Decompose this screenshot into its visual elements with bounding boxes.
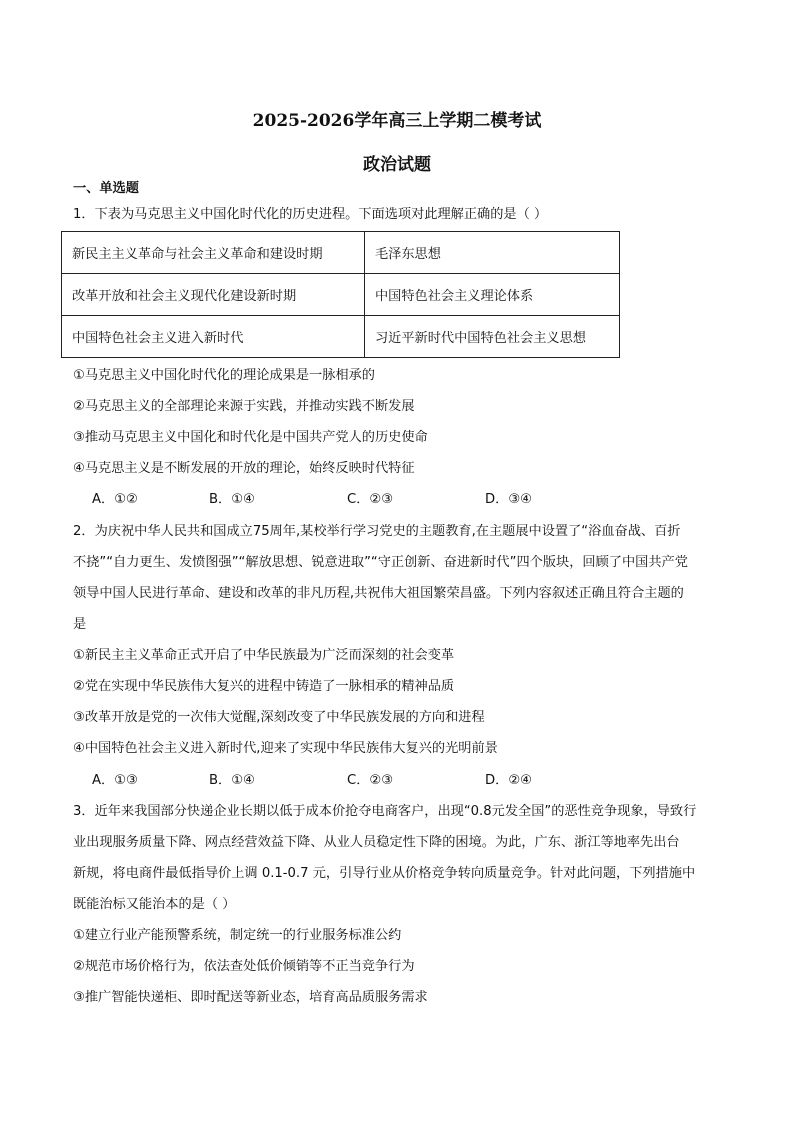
q1-statement: ④马克思主义是不断发展的开放的理论，始终反映时代特征 <box>73 461 415 476</box>
option-d[interactable]: D．③④ <box>485 492 532 507</box>
table-cell-theory: 毛泽东思想 <box>365 232 620 274</box>
q3-stem-line: 既能治标又能治本的是（ ） <box>73 897 236 912</box>
q2-statement: ③改革开放是党的一次伟大觉醒,深刻改变了中华民族发展的方向和进程 <box>73 710 485 725</box>
option-b[interactable]: B．①④ <box>209 773 255 788</box>
q1-statement: ②马克思主义的全部理论来源于实践，并推动实践不断发展 <box>73 399 415 414</box>
option-a[interactable]: A．①② <box>92 492 138 507</box>
table-row <box>62 316 620 358</box>
table-cell-period: 中国特色社会主义进入新时代 <box>62 316 365 358</box>
q2-statement: ②党在实现中华民族伟大复兴的进程中铸造了一脉相承的精神品质 <box>73 679 455 694</box>
q3-statement: ①建立行业产能预警系统，制定统一的行业服务标准公约 <box>73 928 402 943</box>
q3-stem-line: 3．近年来我国部分快递企业长期以低于成本价抢夺电商客户，出现“0.8元发全国”的恶性竞争现象，导致行 <box>73 804 697 819</box>
table-cell-period: 改革开放和社会主义现代化建设新时期 <box>62 274 365 316</box>
table-row <box>62 274 620 316</box>
q1-stem: 1．下表为马克思主义中国化时代化的历史进程。下面选项对此理解正确的是（ ） <box>73 207 548 222</box>
option-b[interactable]: B．①④ <box>209 492 255 507</box>
q3-stem-line: 业出现服务质量下降、网点经营效益下降、从业人员稳定性下降的困境。为此，广东、浙江等地率先出台 <box>73 835 680 850</box>
option-d[interactable]: D．②④ <box>485 773 532 788</box>
table-cell-period: 新民主主义革命与社会主义革命和建设时期 <box>62 232 365 274</box>
table-cell-theory: 习近平新时代中国特色社会主义思想 <box>365 316 620 358</box>
q1-statement: ③推动马克思主义中国化和时代化是中国共产党人的历史使命 <box>73 430 428 445</box>
option-c[interactable]: C．②③ <box>347 773 394 788</box>
option-a[interactable]: A．①③ <box>92 773 138 788</box>
q2-stem-line: 2．为庆祝中华人民共和国成立75周年,某校举行学习党史的主题教育,在主题展中设置了“浴血奋战、百折 <box>73 524 681 539</box>
q2-stem-line: 是 <box>73 617 87 632</box>
section-heading: 一、单选题 <box>73 181 139 196</box>
q2-stem-line: 不挠”“自力更生、发愤图强”“解放思想、锐意进取”“守正创新、奋进新时代”四个版块，回顾了中国共产党 <box>73 555 688 570</box>
q3-statement: ③推广智能快递柜、即时配送等新业态，培育高品质服务需求 <box>73 990 428 1005</box>
history-table <box>61 231 620 358</box>
q3-statement: ②规范市场价格行为，依法查处低价倾销等不正当竞争行为 <box>73 959 415 974</box>
q1-statement: ①马克思主义中国化时代化的理论成果是一脉相承的 <box>73 368 375 383</box>
exam-title: 2025-2026学年高三上学期二模考试 <box>252 111 542 131</box>
q3-stem-line: 新规，将电商件最低指导价上调 0.1-0.7 元，引导行业从价格竞争转向质量竞争。针对此问题，下列措施中 <box>73 866 696 881</box>
q2-statement: ①新民主主义革命正式开启了中华民族最为广泛而深刻的社会变革 <box>73 648 455 663</box>
option-c[interactable]: C．②③ <box>347 492 394 507</box>
table-row <box>62 232 620 274</box>
q2-stem-line: 领导中国人民进行革命、建设和改革的非凡历程,共祝伟大祖国繁荣昌盛。下列内容叙述正确且符合主题的 <box>73 586 684 601</box>
table-cell-theory: 中国特色社会主义理论体系 <box>365 274 620 316</box>
exam-subtitle: 政治试题 <box>363 155 431 175</box>
q2-statement: ④中国特色社会主义进入新时代,迎来了实现中华民族伟大复兴的光明前景 <box>73 741 498 756</box>
